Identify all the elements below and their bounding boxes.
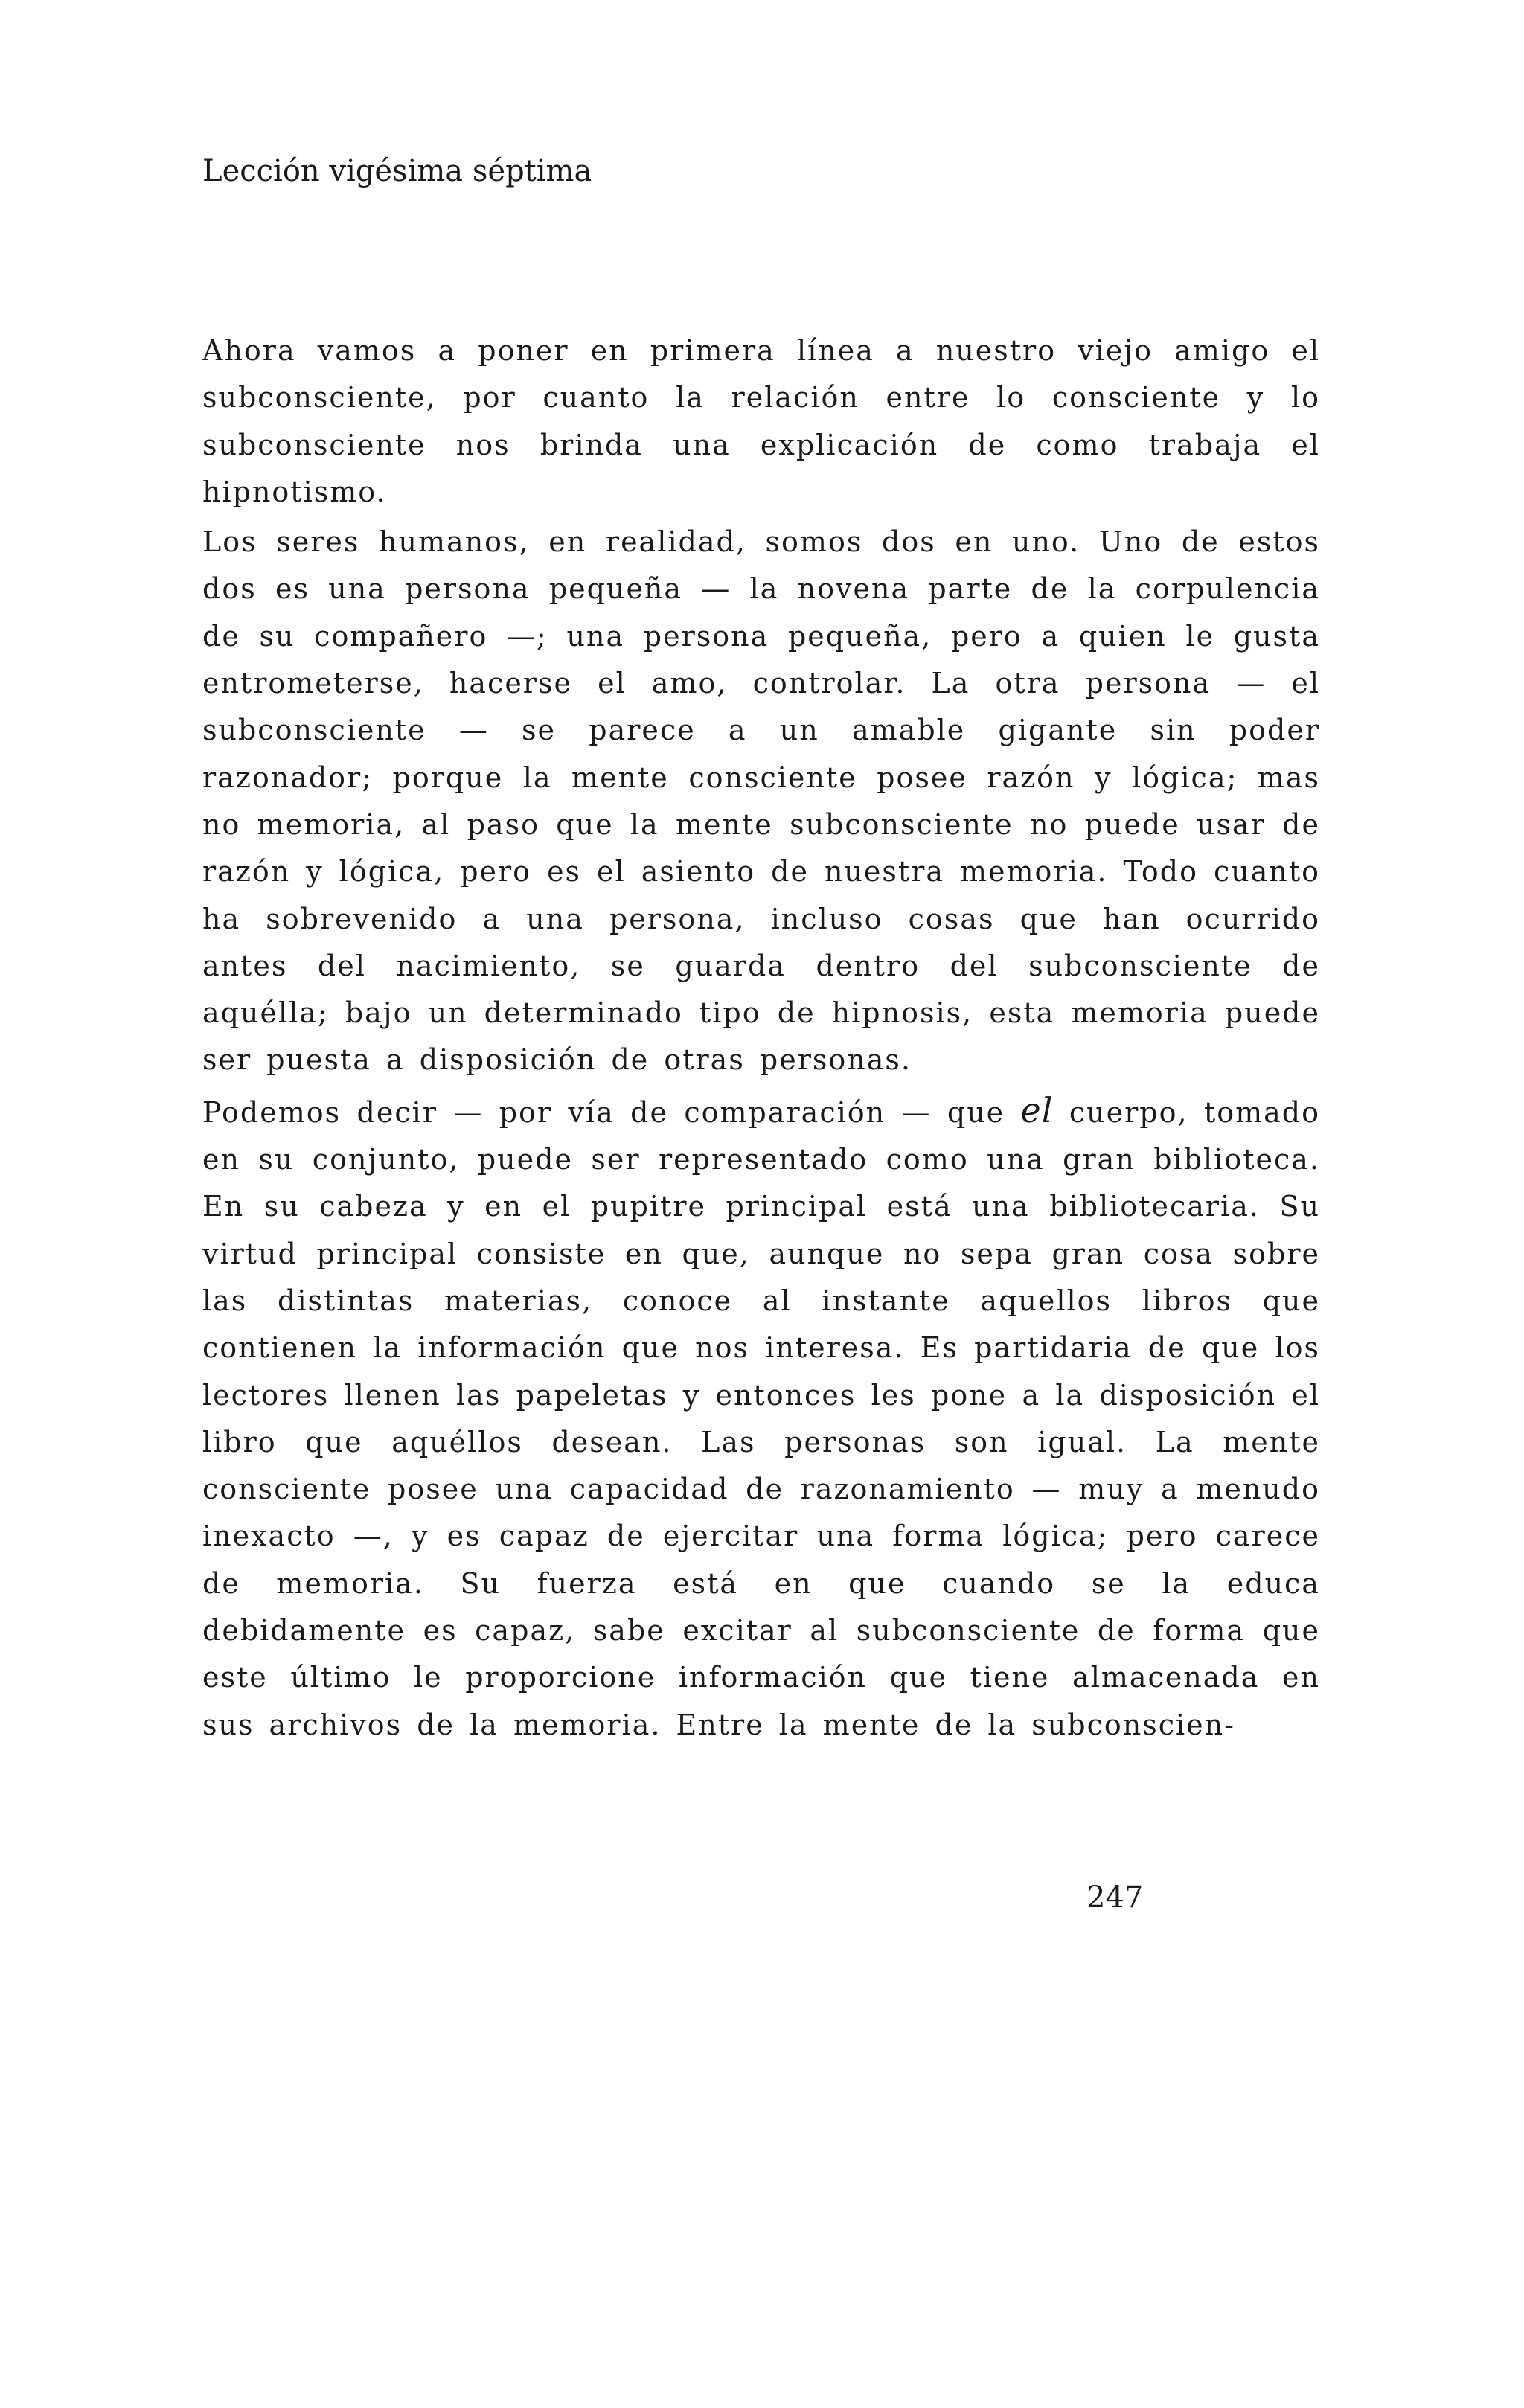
page-number: 247 — [1086, 1880, 1144, 1915]
paragraph-3 — [202, 1087, 1320, 1749]
running-header: Lección vigésima séptima — [202, 154, 592, 188]
paragraph-3-start: Podemos decir — por vía de comparación — que — [202, 1095, 1021, 1129]
paragraph-1: Ahora vamos a poner en primera línea a nuestro viejo amigo el subconsciente, por cuanto la relación entre lo consciente y lo subconsciente nos brinda una explicación de como trabaja el hipnotismo. — [202, 334, 1320, 508]
paragraph-2: Los seres humanos, en realidad, somos dos en uno. Uno de estos dos es una persona pequeña — la novena parte de la corpulencia de su compañero —; una persona pequeña, pero a quien le gusta entrometerse, hacerse el amo, controlar. La otra persona — el subconsciente — se parece a un amable gigante sin poder razonador; porque la mente consciente posee razón y lógica; mas no memoria, al paso que la mente subconsciente no puede usar de razón y lógica, pero es el asiento de nuestra memoria. Todo cuanto ha sobrevenido a una persona, incluso cosas que han ocurrido antes del nacimiento, se guarda dentro del subconsciente de aquélla; bajo un determinado tipo de hipnosis, esta memoria puede ser puesta a disposición de otras personas. — [202, 525, 1320, 1077]
paragraph-3-rest: cuerpo, tomado en su conjunto, puede ser representado como una gran biblioteca. En su cabeza y en el pupitre principal está una bibliotecaria. Su virtud principal consiste en que, aunque no sepa gran cosa sobre las distintas materias, conoce al instante aquellos libros que contienen la información que nos interesa. Es partidaria de que los lectores llenen las papeletas y entonces les pone a la disposición el libro que aquéllos desean. Las personas son igual. La mente consciente posee una capacidad de razonamiento — muy a menudo inexacto —, y es capaz de ejercitar una forma lógica; pero carece de memoria. Su fuerza está en que cuando se la educa debidamente es capaz, sabe excitar al subconsciente de forma que este último le proporcione información que tiene almacenada en sus archivos de la memoria. Entre la mente de la subconscien- — [202, 1095, 1320, 1741]
paragraph-3-emphasis: el — [1020, 1089, 1054, 1130]
body-text — [202, 327, 1320, 1749]
